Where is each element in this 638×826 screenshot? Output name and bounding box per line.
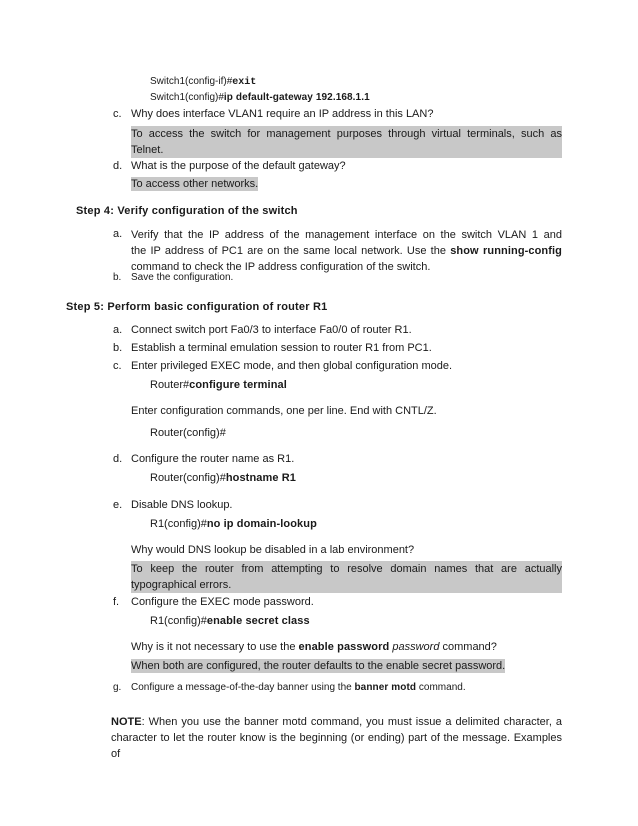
answer-c: To access the switch for management purposes through virtual terminals, such as Telnet. bbox=[131, 128, 562, 156]
step5-f-question: Why is it not necessary to use the enable password password command? bbox=[131, 641, 497, 653]
step4-label-a: a. bbox=[113, 228, 123, 240]
step5-d-cmd: Router(config)#hostname R1 bbox=[150, 472, 297, 484]
note-label: NOTE bbox=[111, 716, 142, 728]
note-paragraph: NOTE: When you use the banner motd command, you must issue a delimited character, a character to let the router know is the beginning (or ending) part of the message. Examples of bbox=[111, 716, 562, 760]
step5-e-answer: To keep the router from attempting to resolve domain names that are actually typographical errors. bbox=[131, 563, 562, 591]
cmd-text: ip default-gateway 192.168.1.1 bbox=[223, 92, 370, 103]
step5-item-a: Connect switch port Fa0/3 to interface Fa0/0 of router R1. bbox=[131, 324, 412, 336]
step5-item-g: Configure a message-of-the-day banner using the banner motd command. bbox=[131, 682, 466, 693]
step5-item-f: Configure the EXEC mode password. bbox=[131, 596, 314, 608]
answer-d: To access other networks. bbox=[131, 178, 259, 190]
cmd-exit-line bbox=[150, 76, 256, 88]
cmd-prompt: Switch1(config)# bbox=[150, 92, 224, 103]
cmd-default-gateway-line bbox=[150, 92, 370, 103]
step5-item-b: Establish a terminal emulation session to router R1 from PC1. bbox=[131, 342, 432, 354]
question-c: Why does interface VLAN1 require an IP address in this LAN? bbox=[131, 108, 434, 120]
step4-item-a: Verify that the IP address of the management interface on the switch VLAN 1 and the IP address of PC1 are on the same local network. Use the show running-config command to check the IP address configuration of the switch. bbox=[131, 229, 562, 273]
step5-f-answer: When both are configured, the router defaults to the enable secret password. bbox=[131, 660, 506, 672]
step5-c-output: Enter configuration commands, one per line. End with CNTL/Z. bbox=[131, 405, 437, 417]
step5-item-c: Enter privileged EXEC mode, and then global configuration mode. bbox=[131, 360, 453, 372]
step5-item-e: Disable DNS lookup. bbox=[131, 499, 233, 511]
step5-item-d: Configure the router name as R1. bbox=[131, 453, 295, 465]
step5-heading: Step 5: Perform basic configuration of router R1 bbox=[66, 301, 328, 313]
step4-label-b: b. bbox=[113, 272, 122, 283]
step5-label-g: g. bbox=[113, 682, 122, 693]
step5-label-e: e. bbox=[113, 499, 123, 511]
cmd-text: exit bbox=[232, 77, 257, 88]
step5-label-f: f. bbox=[113, 596, 120, 608]
step5-label-d: d. bbox=[113, 453, 123, 465]
step5-label-a: a. bbox=[113, 324, 123, 336]
step5-label-b: b. bbox=[113, 342, 123, 354]
item-label-c: c. bbox=[113, 108, 122, 120]
step5-e-question: Why would DNS lookup be disabled in a lab environment? bbox=[131, 544, 415, 556]
step5-c-cmd: Router#configure terminal bbox=[150, 379, 287, 391]
cmd-prompt: Switch1(config-if)# bbox=[150, 76, 233, 87]
item-label-d: d. bbox=[113, 160, 123, 172]
step5-e-cmd: R1(config)#no ip domain-lookup bbox=[150, 518, 317, 530]
step5-c-prompt: Router(config)# bbox=[150, 427, 226, 439]
question-d: What is the purpose of the default gateway? bbox=[131, 160, 346, 172]
step4-heading: Step 4: Verify configuration of the switch bbox=[76, 205, 298, 217]
step4-item-b: Save the configuration. bbox=[131, 272, 234, 283]
step5-f-cmd: R1(config)#enable secret class bbox=[150, 615, 310, 627]
step5-label-c: c. bbox=[113, 360, 122, 372]
